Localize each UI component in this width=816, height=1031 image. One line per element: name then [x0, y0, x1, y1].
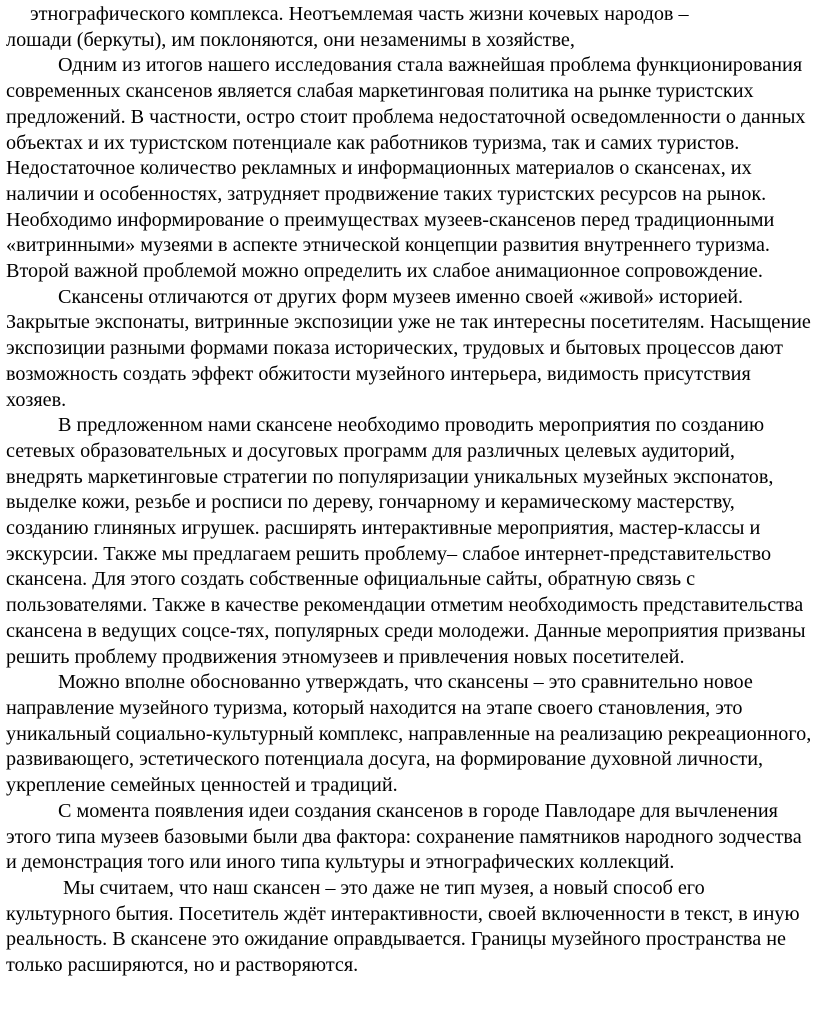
paragraph-marketing-problem: Одним из итогов нашего исследования стала важнейшая проблема функционирования современных скансенов является слабая маркетинговая политика на рынке туристских предложений. В частности, остро стоит проблема недостаточной осведомленности о данных объектах и их туристском потенциале как работников туризма, так и самих туристов. Недостаточное количество рекламных и информационных материалов о скансенах, их наличии и особенностях, затрудняет продвижение таких туристских ресурсов на рынок. Необходимо информирование о преимуществах музеев-скансенов перед традиционными «витринными» музеями в аспекте этнической концепции развития внутреннего туризма. Второй важной проблемой можно определить их слабое анимационное сопровождение. [6, 54, 806, 283]
paragraph-continuation [6, 2, 812, 53]
paragraph-conclusion: Мы считаем, что наш скансен – это даже не тип музея, а новый способ его культурного бытия. Посетитель ждёт интерактивности, своей включенности в текст, в иную реальность. В скансене это ожидание оправдывается. Границы музейного пространства не только расширяются, но и растворяются. [6, 876, 800, 977]
paragraph-pavlodar-origins: С момента появления идеи создания скансенов в городе Павлодаре для вычленения этого типа музеев базовыми были два фактора: сохранение памятников народного зодчества и демонстрация того или иного типа культуры и этнографических коллекций. [6, 799, 802, 874]
paragraph-living-history: Скансены отличаются от других форм музеев именно своей «живой» историей. Закрытые экспонаты, витринные экспозиции уже не так интересны посетителям. Насыщение экспозиции разными формами показа исторических, трудовых и бытовых процессов дают возможность создать эффект обжитости музейного интерьера, видимость присутствия хозяев. [6, 285, 811, 411]
paragraph-proposed-measures: В предложенном нами скансене необходимо проводить мероприятия по созданию сетевых образовательных и досуговых программ для различных целевых аудиторий, внедрять маркетинговые стратегии по популяризации уникальных музейных экспонатов, выделке кожи, резьбе и росписи по дереву, гончарному и керамическому мастерству, созданию глиняных игрушек. расширять интерактивные мероприятия, мастер-классы и экскурсии. Также мы предлагаем решить проблему– слабое интернет-представительство скансена. Для этого создать собственные официальные сайты, обратную связь с пользователями. Также в качестве рекомендации отметим необходимость представительства скансена в ведущих соцсе-тях, популярных среди молодежи. Данные мероприятия призваны решить проблему продвижения этномузеев и привлечения новых посетителей. [6, 414, 806, 668]
paragraph-line-2: лошади (беркуты), им поклоняются, они незаменимы в хозяйстве, [6, 28, 575, 51]
paragraph-line-1: этнографического комплекса. Неотъемлемая часть жизни кочевых народов – [30, 3, 689, 25]
paragraph-museum-tourism: Можно вполне обоснованно утверждать, что скансены – это сравнительно новое направление музейного туризма, который находится на этапе своего становления, это уникальный социально-культурный комплекс, направленные на реализацию рекреационного, развивающего, эстетического потенциала досуга, на формирование духовной личности, укрепление семейных ценностей и традиций. [6, 671, 812, 797]
